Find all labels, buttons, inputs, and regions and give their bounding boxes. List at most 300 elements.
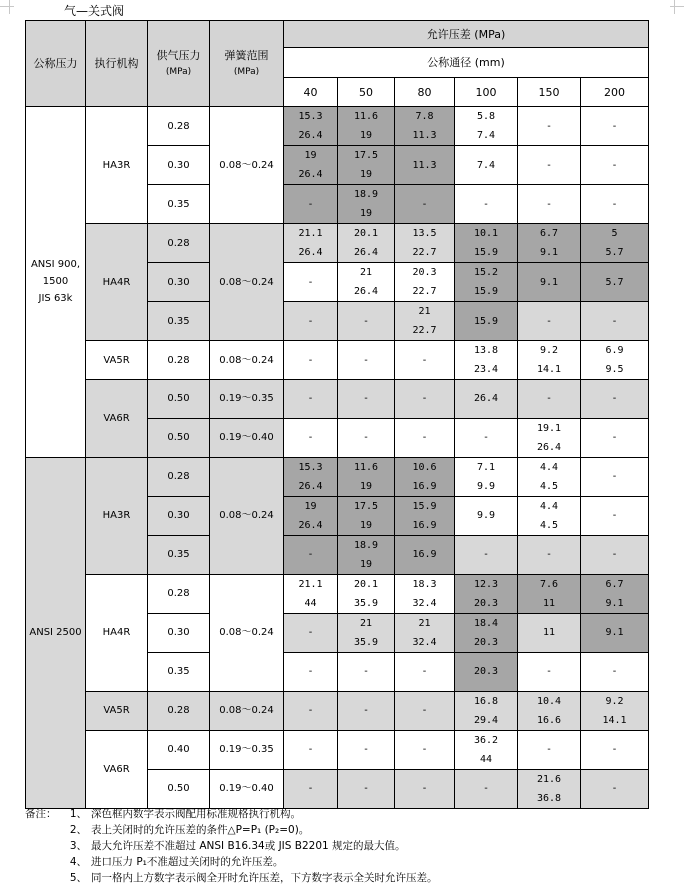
dp-value: - xyxy=(545,315,553,327)
supply-pressure-cell: 0.30 xyxy=(148,496,210,535)
dp-value: 26.4 xyxy=(473,393,499,405)
spring-range-cell: 0.08～0.24 xyxy=(210,224,284,341)
dp-value: - xyxy=(362,783,370,795)
pressure-value-cell xyxy=(518,652,581,691)
notes-label xyxy=(25,822,65,838)
pressure-value-cell xyxy=(518,457,581,496)
supply-pressure-cell: 0.30 xyxy=(148,146,210,185)
dp-value: - xyxy=(307,393,314,405)
open-dp-value: 21 xyxy=(418,617,431,629)
pressure-value-cell xyxy=(395,107,455,146)
dp-value: - xyxy=(307,627,314,639)
dp-value: - xyxy=(545,120,553,132)
note-text: 进口压力 P₁不准超过关闭时的允许压差。 xyxy=(91,856,284,868)
header-actuator: 执行机构 xyxy=(86,21,148,107)
pressure-value-cell xyxy=(518,302,581,341)
open-dp-value: 4.4 xyxy=(539,500,559,512)
dp-value: - xyxy=(482,783,490,795)
actuator-cell: HA3R xyxy=(86,457,148,574)
pressure-value-cell xyxy=(284,535,338,574)
open-dp-value: 9.2 xyxy=(605,695,624,707)
closed-dp-value: 9.5 xyxy=(605,364,624,375)
note-number: 2、 xyxy=(69,824,87,836)
closed-dp-value: 4.5 xyxy=(539,519,559,531)
closed-dp-value: 19 xyxy=(359,169,373,180)
closed-dp-value: 20.3 xyxy=(473,636,499,648)
pressure-value-cell xyxy=(338,496,395,535)
open-dp-value: 17.5 xyxy=(353,500,379,512)
closed-dp-value: 19 xyxy=(359,130,373,141)
closed-dp-value: 15.9 xyxy=(473,286,499,297)
supply-pressure-cell: 0.30 xyxy=(148,613,210,652)
pressure-value-cell xyxy=(395,652,455,691)
pressure-value-cell xyxy=(284,613,338,652)
dp-value: - xyxy=(611,666,618,678)
spring-range-cell: 0.08～0.24 xyxy=(210,574,284,691)
pressure-value-cell xyxy=(581,457,649,496)
note-text: 最大允许压差不准超过 ANSI B16.34或 JIS B2201 规定的最大值。 xyxy=(91,840,406,852)
open-dp-value: 11.6 xyxy=(353,461,379,473)
dp-value: - xyxy=(611,549,618,561)
dp-value: - xyxy=(307,198,314,210)
supply-pressure-cell: 0.35 xyxy=(148,652,210,691)
dp-value: 20.3 xyxy=(473,666,499,678)
pressure-value-cell xyxy=(338,146,395,185)
pressure-value-cell xyxy=(284,574,338,613)
open-dp-value: 10.1 xyxy=(473,228,499,239)
open-dp-value: 7.1 xyxy=(476,461,496,473)
closed-dp-value: 32.4 xyxy=(412,597,437,609)
closed-dp-value: 26.4 xyxy=(353,286,379,297)
notes-label xyxy=(25,838,65,854)
dp-value: - xyxy=(482,198,490,210)
open-dp-value: 20.1 xyxy=(353,228,379,239)
closed-dp-value: 23.4 xyxy=(473,364,499,375)
pressure-value-cell xyxy=(338,769,395,808)
pressure-value-cell xyxy=(455,302,518,341)
pressure-value-cell xyxy=(581,380,649,419)
pressure-value-cell xyxy=(338,574,395,613)
closed-dp-value: 36.8 xyxy=(536,792,562,804)
dp-value: - xyxy=(545,744,553,756)
pressure-value-cell xyxy=(455,496,518,535)
supply-pressure-cell: 0.28 xyxy=(148,107,210,146)
supply-pressure-cell: 0.50 xyxy=(148,418,210,457)
note-text: 同一格内上方数字表示阀全开时允许压差，下方数字表示全关时允许压差。 xyxy=(91,872,438,884)
pressure-value-cell xyxy=(581,302,649,341)
pressure-value-cell xyxy=(455,535,518,574)
pressure-value-cell xyxy=(284,769,338,808)
pressure-value-cell xyxy=(395,263,455,302)
dp-value: 9.1 xyxy=(539,276,559,288)
open-dp-value: 19 xyxy=(304,150,317,161)
pressure-value-cell xyxy=(338,418,395,457)
dp-value: - xyxy=(307,744,314,756)
pressure-value-cell xyxy=(338,535,395,574)
dp-value: 16.9 xyxy=(412,549,437,561)
pressure-value-cell xyxy=(581,418,649,457)
pressure-value-cell xyxy=(338,652,395,691)
note-item xyxy=(25,854,438,870)
supply-pressure-cell: 0.50 xyxy=(148,769,210,808)
table-row xyxy=(26,691,649,730)
notes-block xyxy=(25,806,438,886)
open-dp-value: 21 xyxy=(359,267,373,278)
header-spring-range xyxy=(210,21,284,107)
dp-value: - xyxy=(545,393,553,405)
pressure-value-cell xyxy=(518,730,581,769)
dp-value: - xyxy=(421,783,428,795)
open-dp-value: 17.5 xyxy=(353,150,379,161)
closed-dp-value: 16.6 xyxy=(536,714,562,726)
dp-value: - xyxy=(421,744,428,756)
closed-dp-value: 26.4 xyxy=(353,247,379,258)
open-dp-value: 7.6 xyxy=(539,578,559,590)
closed-dp-value: 44 xyxy=(479,753,493,765)
pressure-value-cell xyxy=(338,730,395,769)
actuator-cell: HA4R xyxy=(86,224,148,341)
closed-dp-value: 16.9 xyxy=(412,519,437,531)
pressure-value-cell xyxy=(284,185,338,224)
pressure-value-cell xyxy=(455,380,518,419)
closed-dp-value: 35.9 xyxy=(353,636,379,648)
pressure-value-cell xyxy=(455,224,518,263)
supply-pressure-cell: 0.28 xyxy=(148,457,210,496)
closed-dp-value: 14.1 xyxy=(602,714,627,726)
closed-dp-value: 26.4 xyxy=(298,480,323,492)
pressure-class-cell: ANSI 2500 xyxy=(26,457,86,808)
pressure-value-cell xyxy=(455,146,518,185)
open-dp-value: 18.9 xyxy=(353,189,379,200)
spring-range-cell: 0.19～0.35 xyxy=(210,380,284,419)
actuator-cell: VA6R xyxy=(86,380,148,458)
header-supply-pressure xyxy=(148,21,210,107)
spring-range-cell: 0.08～0.24 xyxy=(210,691,284,730)
pressure-value-cell xyxy=(395,224,455,263)
dp-value: 9.1 xyxy=(605,627,624,639)
table-row xyxy=(26,341,649,380)
dp-value: - xyxy=(307,705,314,717)
pressure-value-cell xyxy=(395,535,455,574)
pressure-value-cell xyxy=(284,224,338,263)
dp-value: - xyxy=(421,666,428,678)
dp-value: 11.3 xyxy=(412,159,437,171)
pressure-value-cell xyxy=(284,146,338,185)
pressure-value-cell xyxy=(518,185,581,224)
spring-range-cell: 0.08～0.24 xyxy=(210,457,284,574)
pressure-value-cell xyxy=(395,496,455,535)
pressure-value-cell xyxy=(581,574,649,613)
supply-pressure-cell: 0.28 xyxy=(148,341,210,380)
pressure-value-cell xyxy=(455,185,518,224)
note-item xyxy=(25,838,438,854)
dp-value: - xyxy=(362,666,370,678)
pressure-value-cell xyxy=(338,691,395,730)
closed-dp-value: 29.4 xyxy=(473,714,499,726)
actuator-cell: VA5R xyxy=(86,341,148,380)
header-diameter-100: 100 xyxy=(455,78,518,107)
dp-value: 7.4 xyxy=(476,159,496,171)
pressure-value-cell xyxy=(581,224,649,263)
open-dp-value: 7.8 xyxy=(415,111,434,122)
open-dp-value: 10.4 xyxy=(536,695,562,707)
pressure-class-cell: ANSI 900, 1500 JIS 63k xyxy=(26,107,86,458)
closed-dp-value: 26.4 xyxy=(298,130,323,141)
dp-value: - xyxy=(421,432,428,444)
open-dp-value: 5.8 xyxy=(476,111,496,122)
pressure-value-cell xyxy=(518,263,581,302)
pressure-value-cell xyxy=(395,302,455,341)
pressure-value-cell xyxy=(284,418,338,457)
open-dp-value: 36.2 xyxy=(473,734,499,746)
open-dp-value: 21.1 xyxy=(298,578,323,590)
crop-mark-right xyxy=(674,0,675,14)
pressure-value-cell xyxy=(395,613,455,652)
closed-dp-value: 15.9 xyxy=(473,247,499,258)
pressure-value-cell xyxy=(581,146,649,185)
closed-dp-value: 14.1 xyxy=(536,364,562,375)
dp-value: - xyxy=(307,315,314,327)
pressure-value-cell xyxy=(338,263,395,302)
pressure-value-cell xyxy=(455,107,518,146)
closed-dp-value: 4.5 xyxy=(539,480,559,492)
dp-value: - xyxy=(611,159,618,171)
pressure-value-cell xyxy=(581,652,649,691)
table-row xyxy=(26,574,649,613)
closed-dp-value: 9.9 xyxy=(476,480,496,492)
pressure-value-cell xyxy=(518,418,581,457)
closed-dp-value: 20.3 xyxy=(473,597,499,609)
pressure-value-cell xyxy=(581,730,649,769)
open-dp-value: 4.4 xyxy=(539,461,559,473)
crop-mark-left xyxy=(9,0,10,14)
notes-label xyxy=(25,854,65,870)
supply-pressure-cell: 0.28 xyxy=(148,574,210,613)
note-text: 表上关闭时的允许压差的条件△P=P₁ (P₂=0)。 xyxy=(91,824,310,836)
pressure-value-cell xyxy=(395,730,455,769)
note-number: 4、 xyxy=(69,856,87,868)
closed-dp-value: 19 xyxy=(359,480,373,492)
dp-value: - xyxy=(421,705,428,717)
dp-value: - xyxy=(611,198,618,210)
closed-dp-value: 9.1 xyxy=(539,247,559,258)
open-dp-value: 13.8 xyxy=(473,345,499,356)
pressure-value-cell xyxy=(518,535,581,574)
pressure-value-cell xyxy=(581,341,649,380)
note-item xyxy=(25,806,438,822)
pressure-value-cell xyxy=(284,457,338,496)
header-diameter-80: 80 xyxy=(395,78,455,107)
pressure-value-cell xyxy=(455,457,518,496)
note-number: 1、 xyxy=(69,808,87,820)
dp-value: - xyxy=(362,432,370,444)
closed-dp-value: 9.1 xyxy=(605,597,624,609)
pressure-value-cell xyxy=(284,380,338,419)
supply-pressure-cell: 0.35 xyxy=(148,185,210,224)
pressure-value-cell xyxy=(284,341,338,380)
open-dp-value: 11.6 xyxy=(353,111,379,122)
pressure-value-cell xyxy=(395,146,455,185)
spring-range-cell: 0.08～0.24 xyxy=(210,107,284,224)
dp-value: - xyxy=(611,393,618,405)
table-row xyxy=(26,457,649,496)
closed-dp-value: 11.3 xyxy=(412,130,437,141)
dp-value: - xyxy=(611,432,618,444)
pressure-value-cell xyxy=(395,574,455,613)
closed-dp-value: 32.4 xyxy=(412,636,437,648)
header-allowable-dp: 允许压差 (MPa) xyxy=(284,21,649,48)
pressure-value-cell xyxy=(284,263,338,302)
pressure-value-cell xyxy=(518,769,581,808)
open-dp-value: 15.2 xyxy=(473,267,499,278)
open-dp-value: 13.5 xyxy=(412,228,437,239)
open-dp-value: 21 xyxy=(418,306,431,317)
dp-value: - xyxy=(545,666,553,678)
open-dp-value: 9.2 xyxy=(539,345,559,356)
pressure-value-cell xyxy=(395,380,455,419)
dp-value: - xyxy=(611,120,618,132)
pressure-value-cell xyxy=(518,496,581,535)
note-item xyxy=(25,822,438,838)
dp-value: - xyxy=(545,549,553,561)
dp-value: - xyxy=(611,783,618,795)
pressure-value-cell xyxy=(581,613,649,652)
dp-value: - xyxy=(362,393,370,405)
spring-range-cell: 0.19～0.40 xyxy=(210,769,284,808)
pressure-value-cell xyxy=(338,341,395,380)
open-dp-value: 15.3 xyxy=(298,111,323,122)
dp-value: - xyxy=(307,276,314,288)
pressure-value-cell xyxy=(581,769,649,808)
header-diameter-40: 40 xyxy=(284,78,338,107)
dp-value: - xyxy=(307,666,314,678)
pressure-value-cell xyxy=(338,224,395,263)
supply-pressure-cell: 0.28 xyxy=(148,691,210,730)
header-diameter-200: 200 xyxy=(581,78,649,107)
dp-value: - xyxy=(611,315,618,327)
pressure-value-cell xyxy=(284,302,338,341)
dp-value: - xyxy=(421,354,428,366)
pressure-value-cell xyxy=(455,263,518,302)
supply-pressure-cell: 0.50 xyxy=(148,380,210,419)
pressure-value-cell xyxy=(455,574,518,613)
pressure-value-cell xyxy=(284,496,338,535)
pressure-value-cell xyxy=(338,185,395,224)
closed-dp-value: 26.4 xyxy=(536,441,562,453)
dp-value: - xyxy=(307,432,314,444)
note-text: 深色框内数字表示阀配用标准规格执行机构。 xyxy=(91,808,301,820)
pressure-value-cell xyxy=(518,224,581,263)
table-row xyxy=(26,107,649,146)
pressure-value-cell xyxy=(395,457,455,496)
note-number: 3、 xyxy=(69,840,87,852)
notes-label xyxy=(25,870,65,886)
dp-value: - xyxy=(362,315,370,327)
dp-value: - xyxy=(482,432,490,444)
pressure-value-cell xyxy=(518,107,581,146)
open-dp-value: 19 xyxy=(304,500,317,512)
dp-value: - xyxy=(362,354,370,366)
open-dp-value: 6.7 xyxy=(539,228,559,239)
closed-dp-value: 19 xyxy=(359,519,373,531)
pressure-value-cell xyxy=(518,341,581,380)
pressure-value-cell xyxy=(284,652,338,691)
dp-value: - xyxy=(421,393,428,405)
note-item xyxy=(25,870,438,886)
open-dp-value: 21.6 xyxy=(536,773,562,785)
pressure-value-cell xyxy=(395,769,455,808)
pressure-value-cell xyxy=(581,263,649,302)
closed-dp-value: 22.7 xyxy=(412,247,437,258)
spring-range-cell: 0.19～0.35 xyxy=(210,730,284,769)
allowable-pressure-table xyxy=(25,20,649,809)
spring-range-cell: 0.08～0.24 xyxy=(210,341,284,380)
open-dp-value: 20.1 xyxy=(353,578,379,590)
closed-dp-value: 26.4 xyxy=(298,519,323,531)
dp-value: 15.9 xyxy=(473,315,499,327)
pressure-value-cell xyxy=(581,107,649,146)
closed-dp-value: 16.9 xyxy=(412,480,437,492)
pressure-value-cell xyxy=(284,107,338,146)
header-pressure-class: 公称压力 xyxy=(26,21,86,107)
dp-value: - xyxy=(307,549,314,561)
pressure-value-cell xyxy=(338,457,395,496)
document-title: 气—关式阀 xyxy=(64,4,125,18)
pressure-value-cell xyxy=(581,496,649,535)
dp-value: - xyxy=(307,783,314,795)
pressure-value-cell xyxy=(581,691,649,730)
header-supply-label: 供气压力 xyxy=(156,48,201,62)
closed-dp-value: 22.7 xyxy=(412,325,437,336)
pressure-value-cell xyxy=(455,652,518,691)
open-dp-value: 18.3 xyxy=(412,578,437,590)
table-row xyxy=(26,224,649,263)
pressure-value-cell xyxy=(455,613,518,652)
header-spring-unit: (MPa) xyxy=(233,66,260,77)
header-diameter-150: 150 xyxy=(518,78,581,107)
pressure-value-cell xyxy=(395,691,455,730)
actuator-cell: VA5R xyxy=(86,691,148,730)
header-supply-unit: (MPa) xyxy=(165,66,192,77)
pressure-value-cell xyxy=(284,691,338,730)
dp-value: - xyxy=(611,510,618,522)
pressure-value-cell xyxy=(518,613,581,652)
actuator-cell: HA4R xyxy=(86,574,148,691)
dp-value: - xyxy=(421,198,428,210)
closed-dp-value: 11 xyxy=(542,597,556,609)
pressure-value-cell xyxy=(581,185,649,224)
crop-mark-right-h xyxy=(670,6,684,7)
pressure-value-cell xyxy=(518,146,581,185)
header-nominal-diameter: 公称通径 (mm) xyxy=(284,48,649,78)
pressure-value-cell xyxy=(455,730,518,769)
closed-dp-value: 26.4 xyxy=(298,169,323,180)
closed-dp-value: 35.9 xyxy=(353,597,379,609)
dp-value: - xyxy=(362,705,370,717)
closed-dp-value: 19 xyxy=(359,558,373,570)
pressure-value-cell xyxy=(455,418,518,457)
open-dp-value: 6.9 xyxy=(605,345,624,356)
pressure-value-cell xyxy=(518,380,581,419)
dp-value: 9.9 xyxy=(476,510,496,522)
open-dp-value: 21.1 xyxy=(298,228,323,239)
table-row xyxy=(26,730,649,769)
pressure-value-cell xyxy=(455,691,518,730)
dp-value: 11 xyxy=(542,627,556,639)
dp-value: - xyxy=(482,549,490,561)
open-dp-value: 20.3 xyxy=(412,267,437,278)
pressure-value-cell xyxy=(395,418,455,457)
